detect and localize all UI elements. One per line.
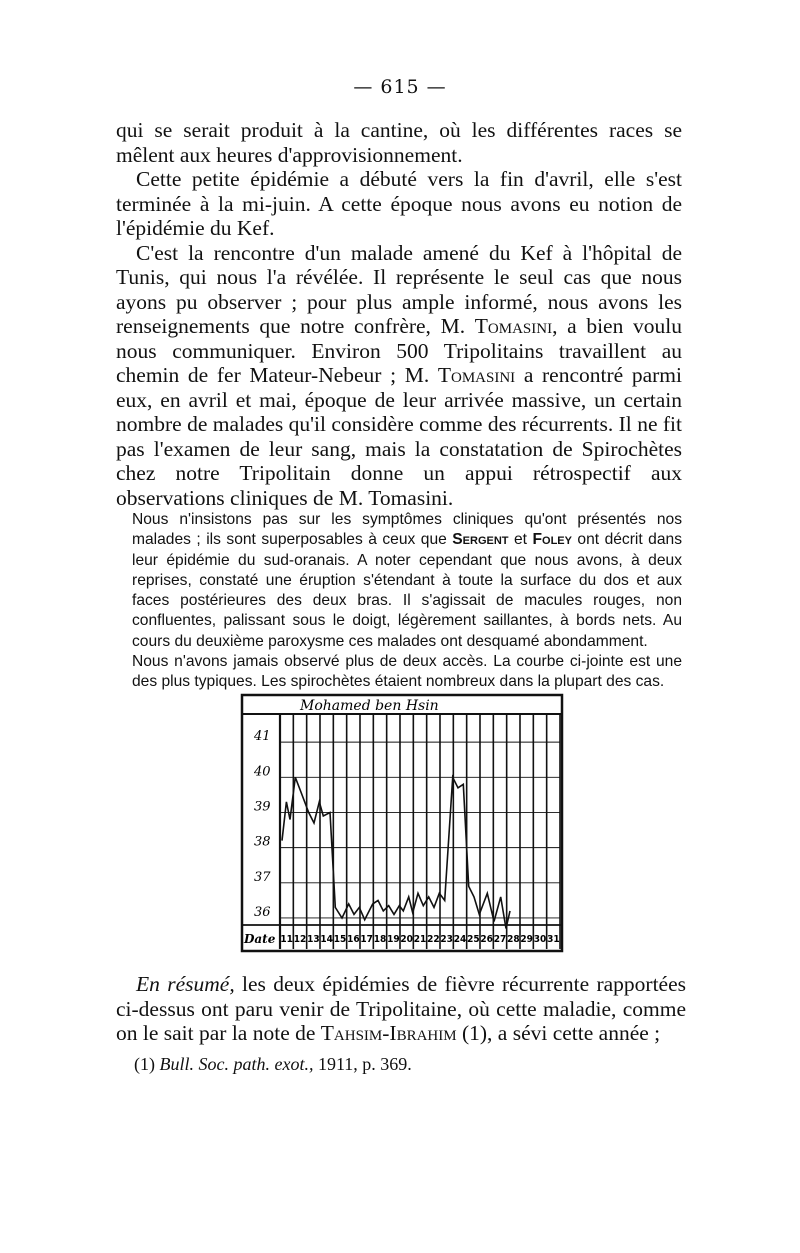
summary-text — [116, 972, 686, 1046]
main-text — [116, 118, 682, 510]
symptoms-text-b: ont décrit dans leur épidémie du sud-oranais. A noter cependant que nous avons, à deux reprises, constaté une éruption s'étendant à toute la surface du dos et aux faces postérieures des deux bras. Il s'agissait de macules rouges, non confluentes, palissant sous le doigt, légèrement saillantes, à bords nets. Au cours du deuxième paroxysme ces malades ont desquamé abondamment. — [132, 531, 682, 650]
symptoms-text-mid: et — [508, 531, 533, 549]
date-tick-label: 31 — [547, 934, 560, 945]
page-number: — 615 — — [353, 76, 447, 98]
chart-grid — [242, 714, 562, 949]
date-tick-label: 29 — [520, 934, 533, 945]
chart-title: Mohamed ben Hsin — [300, 698, 439, 714]
date-tick-label: 18 — [373, 934, 387, 945]
summary-paragraph — [116, 972, 686, 1046]
author-tahsim-ibrahim: Tahsim-Ibrahim — [320, 1021, 457, 1045]
y-tick-label: 41 — [254, 729, 271, 745]
paragraph-curve: Nous n'avons jamais observé plus de deux accès. La courbe ci-jointe est une des plus typiques. Les spirochètes étaient nombreux dans la plupart des cas. — [132, 653, 682, 691]
date-row — [243, 932, 560, 946]
y-tick-label: 39 — [254, 799, 271, 815]
date-tick-label: 24 — [453, 934, 467, 945]
date-tick-label: 28 — [507, 934, 520, 945]
paragraph-kef-case — [116, 241, 682, 511]
footnote-marker: (1) — [134, 1054, 160, 1074]
author-tomasini: Tomasini — [474, 314, 553, 338]
footnote-rest: 1911, p. 369. — [313, 1054, 412, 1074]
date-tick-label: 21 — [413, 934, 427, 945]
y-tick-label: 37 — [254, 869, 271, 885]
date-tick-label: 26 — [480, 934, 493, 945]
chart-frame — [242, 695, 562, 951]
date-tick-label: 20 — [400, 934, 413, 945]
summary-lead: En résumé, — [136, 972, 235, 996]
date-tick-label: 19 — [387, 934, 400, 945]
date-tick-label: 22 — [427, 934, 440, 945]
date-tick-label: 16 — [347, 934, 360, 945]
date-tick-label: 27 — [493, 934, 507, 945]
summary-text-a: les deux épidémies de fièvre récurrente rapportées ci-dessus ont paru venir de Tripolitaine, où cette maladie, comme on le sait par la note de — [116, 972, 686, 1045]
footnote-source: Bull. Soc. path. exot., — [159, 1054, 314, 1074]
kef-text-c: a rencontré parmi eux, en avril et mai, époque de leur arrivée massive, un certain nombre de malades qu'il considère comme des récurrents. Il ne fit pas l'examen de leur sang, mais la constatation de Spirochètes chez notre Tripolitain donne un appui rétrospectif aux observations cliniques de M. Tomasini. — [116, 363, 682, 510]
paragraph-epidemic: Cette petite épidémie a débuté vers la fin d'avril, elle s'est terminée à la mi-juin. A cette époque nous avons eu notion de l'épidémie du Kef. — [116, 167, 682, 240]
summary-text-b: (1), a sévi cette année ; — [456, 1021, 661, 1045]
temperature-chart — [240, 693, 564, 953]
date-tick-label: 13 — [307, 934, 320, 945]
y-tick-label: 38 — [254, 834, 271, 850]
author-foley: Foley — [532, 531, 572, 549]
small-print-section — [132, 510, 682, 693]
temperature-series-line — [282, 777, 510, 928]
date-label: Date — [244, 932, 276, 946]
date-tick-label: 14 — [320, 934, 333, 945]
paragraph-symptoms — [132, 510, 682, 652]
date-tick-label: 17 — [360, 934, 373, 945]
symptoms-text-a: Nous n'insistons pas sur les symptômes cliniques qu'ont présentés nos malades ; ils sont superposables à ceux que — [132, 511, 682, 549]
y-tick-labels — [253, 729, 271, 920]
y-tick-label: 36 — [254, 904, 271, 920]
footnote — [134, 1054, 674, 1075]
y-tick-label: 40 — [254, 764, 271, 780]
kef-text-b: , a bien voulu nous communiquer. Environ 500 Tripolitains travaillent au chemin de fer Mateur-Nebeur ; M. — [116, 314, 682, 387]
date-tick-label: 12 — [293, 934, 307, 945]
date-tick-label: 15 — [333, 934, 347, 945]
author-sergent: Sergent — [452, 531, 509, 549]
date-tick-label: 30 — [533, 934, 547, 945]
date-tick-label: 25 — [467, 934, 480, 945]
date-tick-label: 23 — [440, 934, 453, 945]
date-tick-label: 11 — [280, 934, 293, 945]
author-tomasini-2: Tomasini — [437, 363, 516, 387]
paragraph-continuation: qui se serait produit à la cantine, où les différentes races se mêlent aux heures d'approvisionnement. — [116, 118, 682, 167]
kef-text-a: C'est la rencontre d'un malade amené du Kef à l'hôpital de Tunis, qui nous l'a révélée. Il représente le seul cas que nous ayons pu observer ; pour plus ample informé, nous avons les renseignements que notre confrère, M. — [116, 240, 682, 338]
